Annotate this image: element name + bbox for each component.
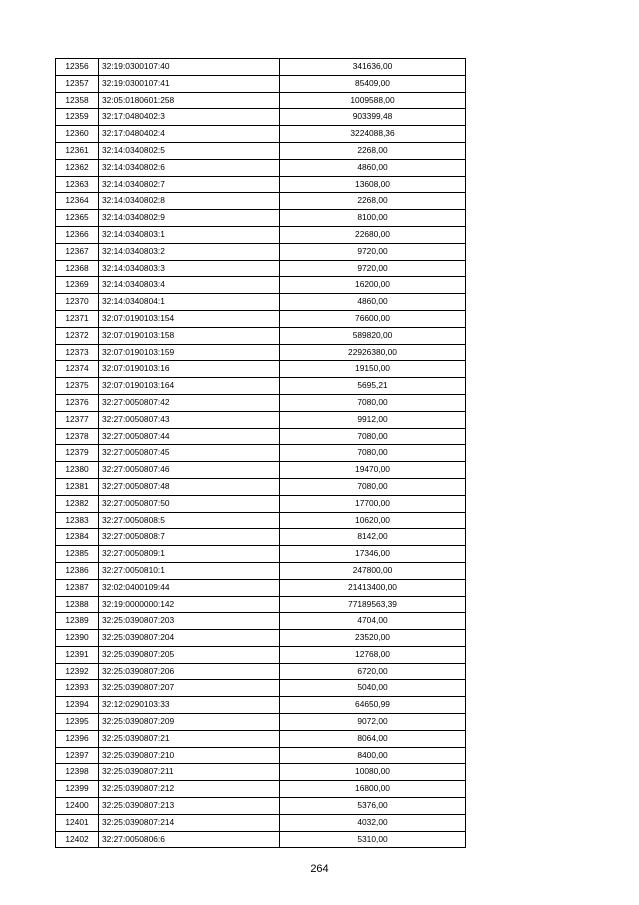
table-row	[56, 596, 466, 613]
row-number-cell: 12388	[56, 596, 99, 613]
cadastral-number-cell: 32:14:0340804:1	[99, 294, 280, 311]
value-cell: 7080,00	[280, 445, 466, 462]
table-row	[56, 831, 466, 848]
cadastral-number-cell: 32:07:0190103:158	[99, 327, 280, 344]
cadastral-number-cell: 32:14:0340802:7	[99, 176, 280, 193]
row-number-cell: 12365	[56, 210, 99, 227]
value-cell: 7080,00	[280, 478, 466, 495]
row-number-cell: 12367	[56, 243, 99, 260]
table-row	[56, 159, 466, 176]
row-number-cell: 12374	[56, 361, 99, 378]
row-number-cell: 12372	[56, 327, 99, 344]
table-row	[56, 59, 466, 76]
row-number-cell: 12395	[56, 714, 99, 731]
cadastral-number-cell: 32:25:0390807:21	[99, 730, 280, 747]
value-cell: 23520,00	[280, 630, 466, 647]
table-row	[56, 529, 466, 546]
table-row	[56, 630, 466, 647]
table-body	[56, 59, 466, 848]
cadastral-number-cell: 32:17:0480402:4	[99, 126, 280, 143]
value-cell: 1009588,00	[280, 92, 466, 109]
row-number-cell: 12383	[56, 512, 99, 529]
table-row	[56, 428, 466, 445]
value-cell: 589820,00	[280, 327, 466, 344]
row-number-cell: 12366	[56, 226, 99, 243]
cadastral-number-cell: 32:07:0190103:164	[99, 378, 280, 395]
cadastral-number-cell: 32:19:0300107:41	[99, 75, 280, 92]
table-row	[56, 680, 466, 697]
value-cell: 9912,00	[280, 411, 466, 428]
row-number-cell: 12390	[56, 630, 99, 647]
cadastral-number-cell: 32:07:0190103:16	[99, 361, 280, 378]
cadastral-number-cell: 32:27:0050807:50	[99, 495, 280, 512]
table-row	[56, 579, 466, 596]
row-number-cell: 12376	[56, 394, 99, 411]
cadastral-number-cell: 32:14:0340803:1	[99, 226, 280, 243]
value-cell: 76600,00	[280, 310, 466, 327]
row-number-cell: 12387	[56, 579, 99, 596]
value-cell: 5040,00	[280, 680, 466, 697]
table-row	[56, 361, 466, 378]
table-row	[56, 394, 466, 411]
value-cell: 64650,99	[280, 697, 466, 714]
cadastral-number-cell: 32:27:0050809:1	[99, 546, 280, 563]
row-number-cell: 12389	[56, 613, 99, 630]
cadastral-number-cell: 32:17:0480402:3	[99, 109, 280, 126]
table-row	[56, 747, 466, 764]
table-row	[56, 411, 466, 428]
cadastral-number-cell: 32:25:0390807:203	[99, 613, 280, 630]
table-row	[56, 478, 466, 495]
row-number-cell: 12360	[56, 126, 99, 143]
table-row	[56, 226, 466, 243]
value-cell: 22680,00	[280, 226, 466, 243]
cadastral-number-cell: 32:25:0390807:206	[99, 663, 280, 680]
table-row	[56, 210, 466, 227]
row-number-cell: 12396	[56, 730, 99, 747]
cadastral-number-cell: 32:14:0340802:8	[99, 193, 280, 210]
cadastral-number-cell: 32:27:0050807:44	[99, 428, 280, 445]
row-number-cell: 12378	[56, 428, 99, 445]
cadastral-number-cell: 32:25:0390807:209	[99, 714, 280, 731]
row-number-cell: 12373	[56, 344, 99, 361]
value-cell: 5376,00	[280, 798, 466, 815]
row-number-cell: 12391	[56, 646, 99, 663]
row-number-cell: 12369	[56, 277, 99, 294]
row-number-cell: 12370	[56, 294, 99, 311]
value-cell: 9720,00	[280, 260, 466, 277]
table-row	[56, 142, 466, 159]
row-number-cell: 12382	[56, 495, 99, 512]
value-cell: 4704,00	[280, 613, 466, 630]
value-cell: 8100,00	[280, 210, 466, 227]
value-cell: 4032,00	[280, 814, 466, 831]
cadastral-number-cell: 32:27:0050807:43	[99, 411, 280, 428]
value-cell: 2268,00	[280, 193, 466, 210]
row-number-cell: 12402	[56, 831, 99, 848]
value-cell: 16200,00	[280, 277, 466, 294]
table-row	[56, 646, 466, 663]
cadastral-number-cell: 32:27:0050810:1	[99, 562, 280, 579]
cadastral-number-cell: 32:14:0340802:5	[99, 142, 280, 159]
cadastral-number-cell: 32:14:0340803:2	[99, 243, 280, 260]
cadastral-number-cell: 32:14:0340802:6	[99, 159, 280, 176]
table-row	[56, 92, 466, 109]
table-row	[56, 697, 466, 714]
value-cell: 9720,00	[280, 243, 466, 260]
data-table	[55, 58, 466, 848]
table-row	[56, 378, 466, 395]
cadastral-number-cell: 32:14:0340803:3	[99, 260, 280, 277]
table-row	[56, 562, 466, 579]
row-number-cell: 12380	[56, 462, 99, 479]
value-cell: 8064,00	[280, 730, 466, 747]
row-number-cell: 12384	[56, 529, 99, 546]
table-row	[56, 277, 466, 294]
cadastral-number-cell: 32:27:0050807:45	[99, 445, 280, 462]
table-row	[56, 294, 466, 311]
row-number-cell: 12361	[56, 142, 99, 159]
cadastral-number-cell: 32:27:0050807:46	[99, 462, 280, 479]
table-row	[56, 663, 466, 680]
table-row	[56, 714, 466, 731]
table-row	[56, 193, 466, 210]
value-cell: 8400,00	[280, 747, 466, 764]
value-cell: 341636,00	[280, 59, 466, 76]
table-row	[56, 798, 466, 815]
row-number-cell: 12386	[56, 562, 99, 579]
cadastral-number-cell: 32:25:0390807:214	[99, 814, 280, 831]
value-cell: 17346,00	[280, 546, 466, 563]
row-number-cell: 12377	[56, 411, 99, 428]
row-number-cell: 12400	[56, 798, 99, 815]
row-number-cell: 12357	[56, 75, 99, 92]
row-number-cell: 12359	[56, 109, 99, 126]
table-row	[56, 546, 466, 563]
table-row	[56, 310, 466, 327]
page-number: 264	[310, 863, 329, 875]
table-row	[56, 512, 466, 529]
cadastral-number-cell: 32:02:0400109:44	[99, 579, 280, 596]
cadastral-number-cell: 32:05:0180601:258	[99, 92, 280, 109]
row-number-cell: 12356	[56, 59, 99, 76]
value-cell: 16800,00	[280, 781, 466, 798]
row-number-cell: 12363	[56, 176, 99, 193]
cadastral-number-cell: 32:14:0340803:4	[99, 277, 280, 294]
value-cell: 12768,00	[280, 646, 466, 663]
value-cell: 10620,00	[280, 512, 466, 529]
cadastral-number-cell: 32:27:0050806:6	[99, 831, 280, 848]
cadastral-number-cell: 32:25:0390807:211	[99, 764, 280, 781]
value-cell: 8142,00	[280, 529, 466, 546]
value-cell: 19470,00	[280, 462, 466, 479]
row-number-cell: 12381	[56, 478, 99, 495]
value-cell: 77189563,39	[280, 596, 466, 613]
table-row	[56, 613, 466, 630]
row-number-cell: 12397	[56, 747, 99, 764]
cadastral-number-cell: 32:07:0190103:154	[99, 310, 280, 327]
table-row	[56, 75, 466, 92]
row-number-cell: 12401	[56, 814, 99, 831]
value-cell: 4860,00	[280, 159, 466, 176]
row-number-cell: 12394	[56, 697, 99, 714]
value-cell: 22926380,00	[280, 344, 466, 361]
row-number-cell: 12375	[56, 378, 99, 395]
cadastral-number-cell: 32:25:0390807:210	[99, 747, 280, 764]
row-number-cell: 12379	[56, 445, 99, 462]
row-number-cell: 12393	[56, 680, 99, 697]
value-cell: 13608,00	[280, 176, 466, 193]
row-number-cell: 12364	[56, 193, 99, 210]
value-cell: 21413400,00	[280, 579, 466, 596]
cadastral-number-cell: 32:27:0050807:48	[99, 478, 280, 495]
value-cell: 7080,00	[280, 394, 466, 411]
table-row	[56, 109, 466, 126]
table-row	[56, 495, 466, 512]
cadastral-number-cell: 32:25:0390807:205	[99, 646, 280, 663]
table-row	[56, 764, 466, 781]
table-row	[56, 344, 466, 361]
cadastral-number-cell: 32:19:0300107:40	[99, 59, 280, 76]
table-row	[56, 243, 466, 260]
cadastral-number-cell: 32:07:0190103:159	[99, 344, 280, 361]
cadastral-number-cell: 32:25:0390807:204	[99, 630, 280, 647]
cadastral-number-cell: 32:27:0050808:7	[99, 529, 280, 546]
value-cell: 19150,00	[280, 361, 466, 378]
value-cell: 6720,00	[280, 663, 466, 680]
cadastral-number-cell: 32:12:0290103:33	[99, 697, 280, 714]
value-cell: 85409,00	[280, 75, 466, 92]
cadastral-number-cell: 32:25:0390807:212	[99, 781, 280, 798]
table-row	[56, 445, 466, 462]
value-cell: 7080,00	[280, 428, 466, 445]
row-number-cell: 12398	[56, 764, 99, 781]
value-cell: 5695,21	[280, 378, 466, 395]
row-number-cell: 12392	[56, 663, 99, 680]
value-cell: 9072,00	[280, 714, 466, 731]
row-number-cell: 12371	[56, 310, 99, 327]
row-number-cell: 12385	[56, 546, 99, 563]
table-row	[56, 327, 466, 344]
cadastral-number-cell: 32:25:0390807:207	[99, 680, 280, 697]
value-cell: 5310,00	[280, 831, 466, 848]
table-row	[56, 781, 466, 798]
table-row	[56, 730, 466, 747]
value-cell: 903399,48	[280, 109, 466, 126]
table-row	[56, 462, 466, 479]
cadastral-number-cell: 32:14:0340802:9	[99, 210, 280, 227]
row-number-cell: 12368	[56, 260, 99, 277]
cadastral-number-cell: 32:25:0390807:213	[99, 798, 280, 815]
table-row	[56, 814, 466, 831]
row-number-cell: 12399	[56, 781, 99, 798]
cadastral-number-cell: 32:27:0050807:42	[99, 394, 280, 411]
value-cell: 17700,00	[280, 495, 466, 512]
cadastral-number-cell: 32:27:0050808:5	[99, 512, 280, 529]
value-cell: 10080,00	[280, 764, 466, 781]
table-row	[56, 126, 466, 143]
row-number-cell: 12362	[56, 159, 99, 176]
value-cell: 4860,00	[280, 294, 466, 311]
value-cell: 2268,00	[280, 142, 466, 159]
cadastral-number-cell: 32:19:0000000:142	[99, 596, 280, 613]
row-number-cell: 12358	[56, 92, 99, 109]
table-row	[56, 260, 466, 277]
value-cell: 3224088,36	[280, 126, 466, 143]
table-row	[56, 176, 466, 193]
value-cell: 247800,00	[280, 562, 466, 579]
